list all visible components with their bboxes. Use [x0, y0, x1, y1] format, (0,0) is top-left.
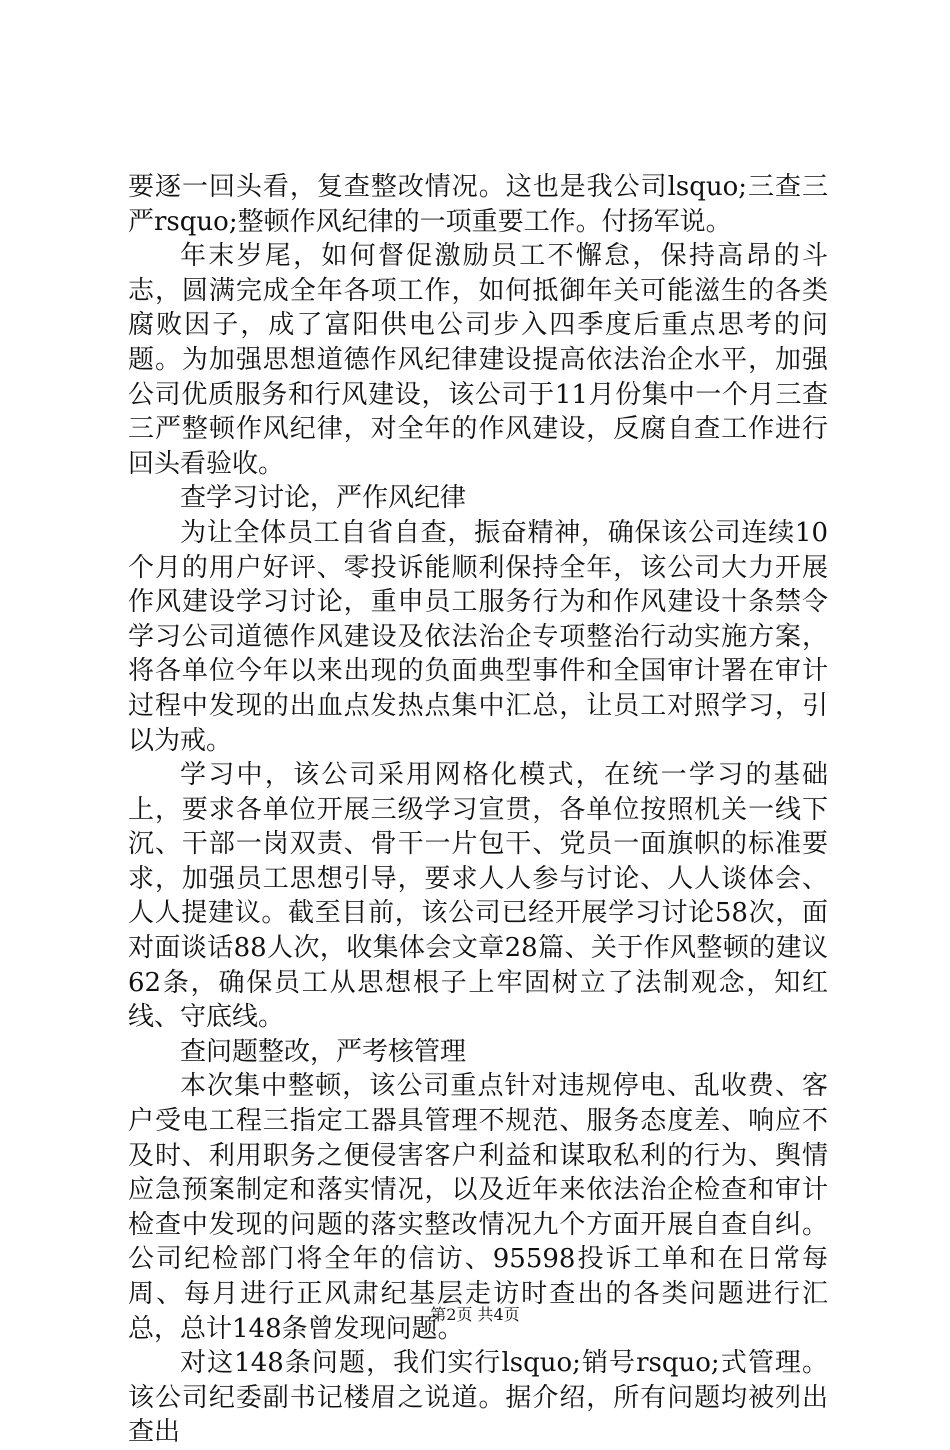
- paragraph-2: 年末岁尾，如何督促激励员工不懈怠，保持高昂的斗志，圆满完成全年各项工作，如何抵御年关可能滋生的各类腐败因子，成了富阳供电公司步入四季度后重点思考的问题。为加强思想道德作风纪律建设提高依法治企水平，加强公司优质服务和行风建设，该公司于11月份集中一个月三查三严整顿作风纪律，对全年的作风建设，反腐自查工作进行回头看验收。: [128, 241, 828, 479]
- section-heading-1: 查学习讨论，严作风纪律: [180, 483, 467, 514]
- page-number-label: 第2页 共4页: [430, 1305, 520, 1324]
- section-heading-2: 查问题整改，严考核管理: [180, 1036, 467, 1067]
- paragraph-5: 本次集中整顿，该公司重点针对违规停电、乱收费、客户受电工程三指定工器具管理不规范、服务态度差、响应不及时、利用职务之便侵害客户利益和谋取私利的行为、舆情应急预案制定和落实情况，以及近年来依法治企检查和审计检查中发现的问题的落实整改情况九个方面开展自查自纠。公司纪检部门将全年的信访、95598投诉工单和在日常每周、每月进行正风肃纪基层走访时查出的各类问题进行汇总，总计148条曾发现问题。: [128, 1071, 828, 1344]
- paragraph-1: 要逐一回头看，复查整改情况。这也是我公司lsquo;三查三严rsquo;整顿作风纪律的一项重要工作。付扬军说。: [128, 172, 828, 237]
- paragraph-3: 为让全体员工自省自查，振奋精神，确保该公司连续10个月的用户好评、零投诉能顺利保持全年，该公司大力开展作风建设学习讨论，重申员工服务行为和作风建设十条禁令学习公司道德作风建设及依法治企专项整治行动实施方案，将各单位今年以来出现的负面典型事件和全国审计署在审计过程中发现的出血点发热点集中汇总，让员工对照学习，引以为戒。: [128, 517, 828, 756]
- body-text: [128, 170, 828, 1450]
- paragraph-4: 学习中，该公司采用网格化模式，在统一学习的基础上，要求各单位开展三级学习宣贯，各单位按照机关一线下沉、干部一岗双责、骨干一片包干、党员一面旗帜的标准要求，加强员工思想引导，要求人人参与讨论、人人谈体会、人人提建议。截至目前，该公司已经开展学习讨论58次，面对面谈话88人次，收集体会文章28篇、关于作风整顿的建议62条，确保员工从思想根子上牢固树立了法制观念，知红线、守底线。: [128, 760, 828, 1033]
- paragraph-6: 对这148条问题，我们实行lsquo;销号rsquo;式管理。该公司纪委副书记楼眉之说道。据介绍，所有问题均被列出查出: [128, 1348, 828, 1448]
- page-footer: [0, 1305, 950, 1325]
